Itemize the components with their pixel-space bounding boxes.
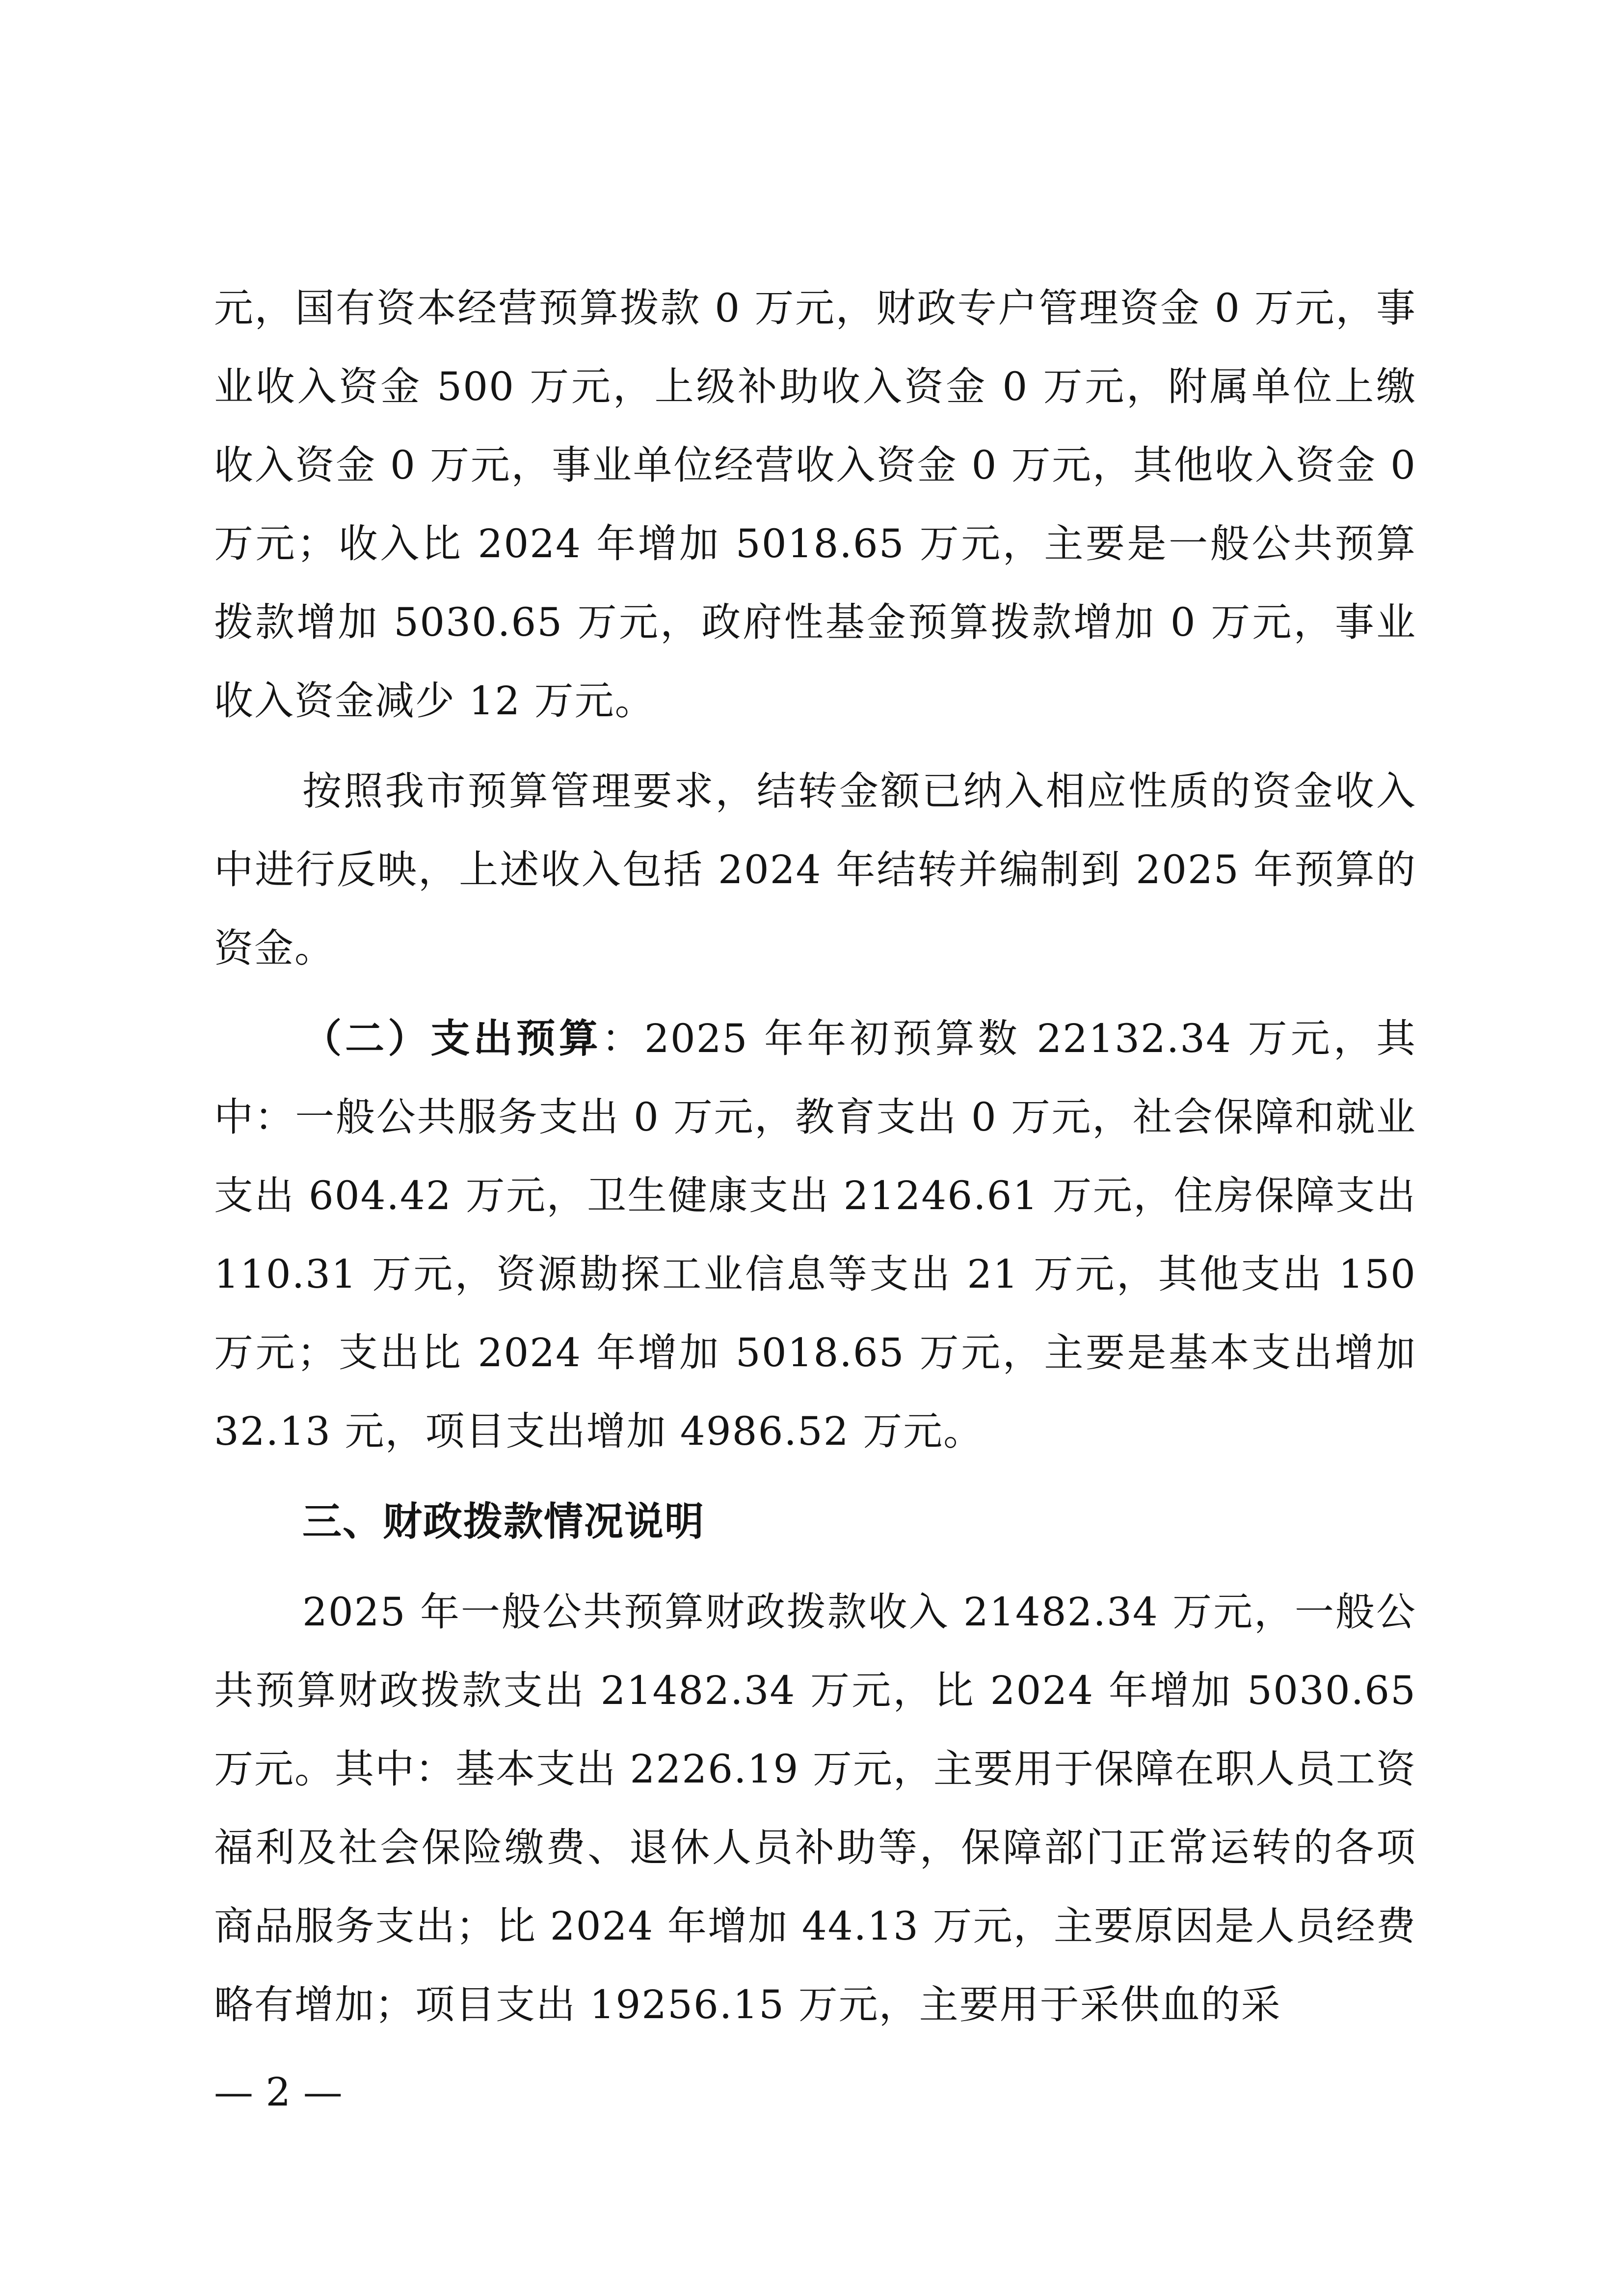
expenditure-budget-label: （二）支出预算 bbox=[302, 1016, 602, 1061]
paragraph-carryover-note: 按照我市预算管理要求，结转金额已纳入相应性质的资金收入中进行反映，上述收入包括 2024 年结转并编制到 2025 年预算的资金。 bbox=[214, 768, 1416, 971]
page-number: — 2 — bbox=[214, 2069, 343, 2115]
paragraph-fiscal-appropriation: 2025 年一般公共预算财政拨款收入 21482.34 万元，一般公共预算财政拨款支出 21482.34 万元，比 2024 年增加 5030.65 万元。其中：基本支出 2226.19 万元，主要用于保障在职人员工资福利及社会保险缴费、退休人员补助等，保障部门正常运转的各项商品服务支出；比 2024 年增加 44.13 万元，主要原因是人员经费略有增加；项目支出 19256.15 万元，主要用于采供血的采 bbox=[214, 1589, 1416, 2027]
section-heading-fiscal-appropriation: 三、财政拨款情况说明 bbox=[302, 1499, 705, 1544]
paragraph-income-continued: 元，国有资本经营预算拨款 0 万元，财政专户管理资金 0 万元，事业收入资金 500 万元，上级补助收入资金 0 万元，附属单位上缴收入资金 0 万元，事业单位经营收入资金 0 万元，其他收入资金 0 万元；收入比 2024 年增加 5018.65 万元，主要是一般公共预算拨款增加 5030.65 万元，政府性基金预算拨款增加 0 万元，事业收入资金减少 12 万元。 bbox=[214, 285, 1416, 724]
document-body bbox=[214, 269, 1416, 2044]
paragraph-expenditure-budget bbox=[214, 999, 1416, 1471]
expenditure-budget-text: ：2025 年年初预算数 22132.34 万元，其中：一般公共服务支出 0 万元，教育支出 0 万元，社会保障和就业支出 604.42 万元，卫生健康支出 21246.61 万元，住房保障支出 110.31 万元，资源勘探工业信息等支出 21 万元，其他支出 150 万元；支出比 2024 年增加 5018.65 万元，主要是基本支出增加 32.13 元，项目支出增加 4986.52 万元。 bbox=[214, 1016, 1416, 1454]
